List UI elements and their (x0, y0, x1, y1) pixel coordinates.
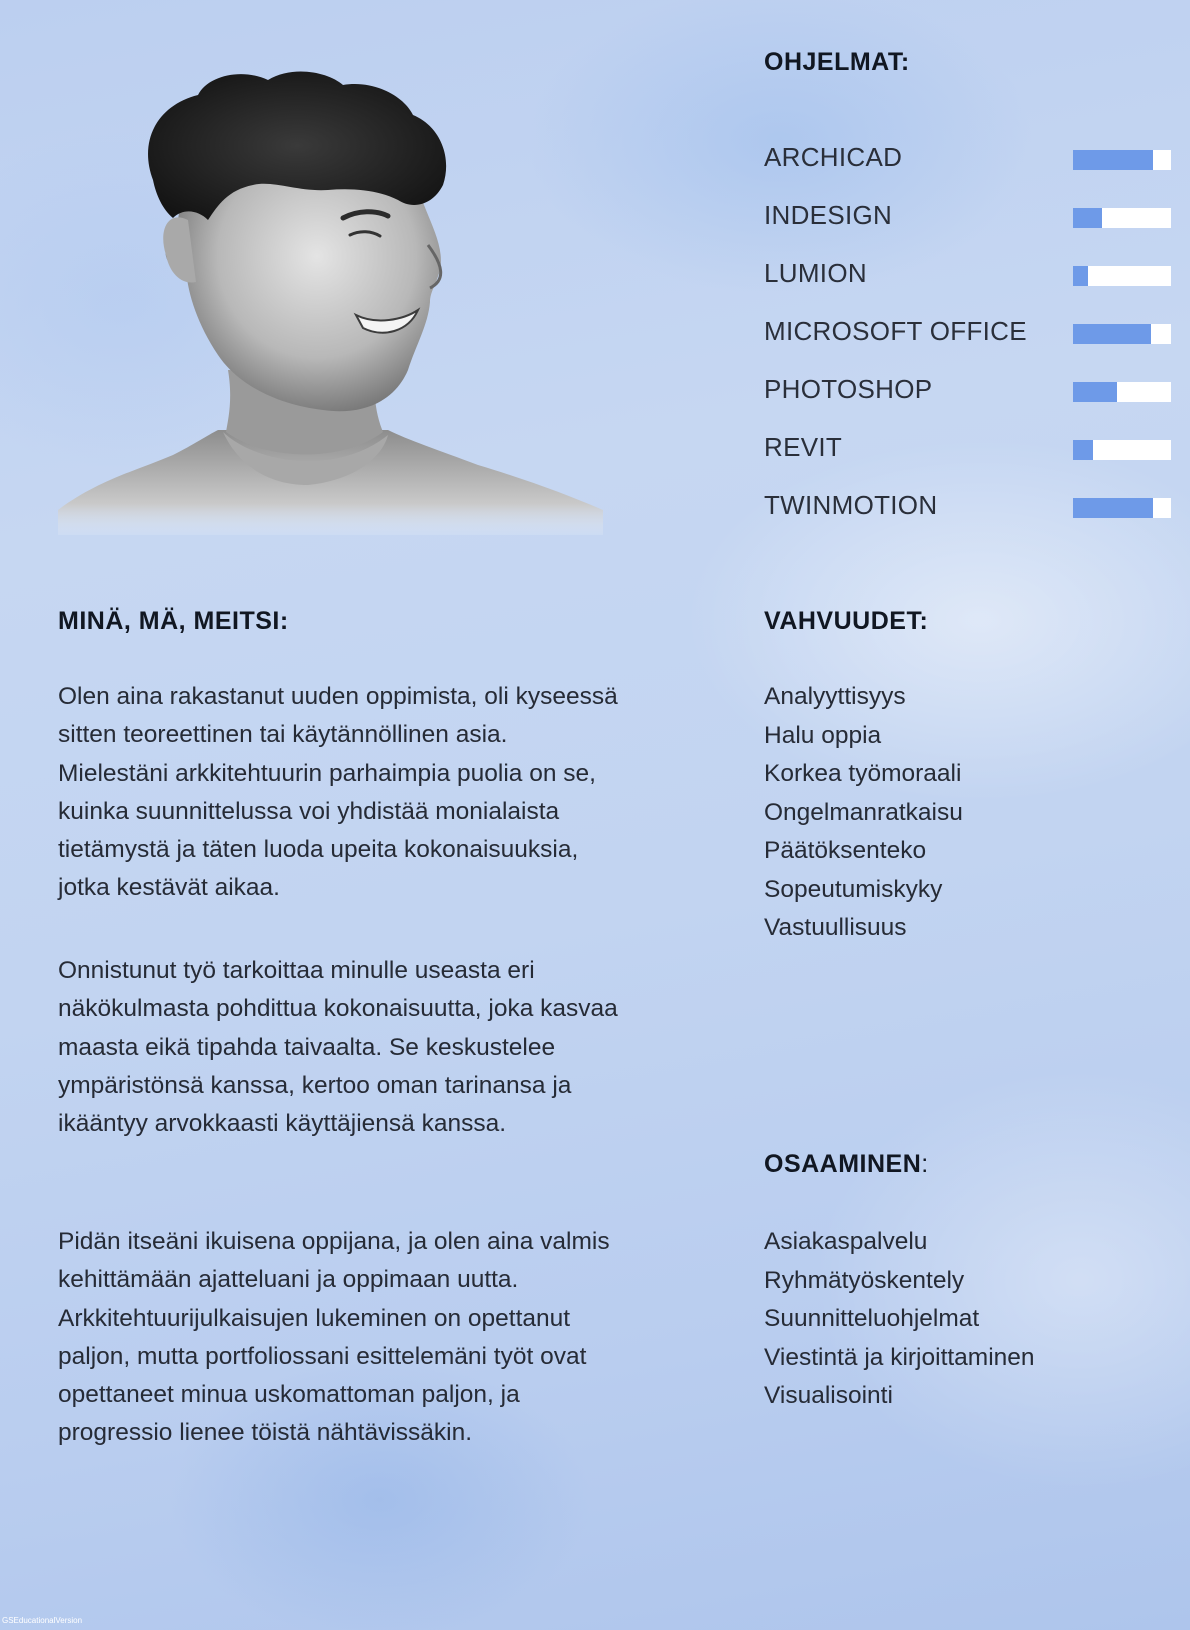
list-item: Halu oppia (764, 721, 882, 749)
about-heading: MINÄ, MÄ, MEITSI: (58, 607, 289, 635)
skill-level-fill (1073, 266, 1088, 286)
skill-level-bar (1073, 498, 1171, 518)
skill-name: MICROSOFT OFFICE (764, 316, 1027, 346)
skill-level-bar (1073, 324, 1171, 344)
skill-name: PHOTOSHOP (764, 374, 933, 404)
list-item: Asiakaspalvelu (764, 1228, 928, 1255)
about-paragraph-2: Onnistunut työ tarkoittaa minulle useasta eri näkökulmasta pohdittua kokonaisuutta, joka kasvaa maasta eikä tipahda taivaalta. Se keskustelee ympäristönsä kanssa, kertoo oman tarinansa ja ikääntyy arvokkaasti käyttäjiensä kanssa. (58, 957, 618, 1138)
skill-name: LUMION (764, 258, 867, 288)
list-item: Päätöksenteko (764, 837, 927, 864)
competence-heading (764, 1150, 929, 1179)
competence-list (764, 1223, 1035, 1416)
about-paragraph-1: Olen aina rakastanut uuden oppimista, oli kyseessä sitten teoreettinen tai käytännöllinen asia. Mielestäni arkkitehtuurin parhaimpia puolia on se, kuinka suunnittelussa voi yhdistää monialaista tietämystä ja täten luoda upeita kokonaisuuksia, jotka kestävät aikaa. (58, 683, 618, 902)
skill-row-twinmotion (764, 488, 1174, 546)
list-item: Sopeutumiskyky (764, 875, 943, 903)
skill-row-indesign (764, 198, 1174, 256)
competence-heading-colon: : (921, 1150, 929, 1178)
list-item: Ryhmätyöskentely (764, 1266, 965, 1294)
skill-row-lumion (764, 256, 1174, 314)
competence-heading-text: OSAAMINEN (764, 1150, 922, 1178)
skill-level-fill (1073, 324, 1151, 344)
watermark-text: GSEducationalVersion (2, 1616, 83, 1625)
skill-level-fill (1073, 440, 1093, 460)
skill-row-photoshop (764, 372, 1174, 430)
list-item: Viestintä ja kirjoittaminen (764, 1343, 1035, 1371)
programs-skill-list (764, 140, 1174, 546)
skill-name: INDESIGN (764, 200, 893, 230)
list-item: Suunnitteluohjelmat (764, 1305, 980, 1332)
strengths-list (764, 678, 963, 948)
skill-level-fill (1073, 382, 1117, 402)
skill-level-bar (1073, 382, 1171, 402)
skill-row-revit (764, 430, 1174, 488)
skill-level-fill (1073, 498, 1153, 518)
skill-name: TWINMOTION (764, 490, 938, 520)
portrait-photo (58, 70, 603, 535)
skill-level-bar (1073, 440, 1171, 460)
skill-row-archicad (764, 140, 1174, 198)
skill-level-fill (1073, 150, 1153, 170)
list-item: Korkea työmoraali (764, 760, 962, 787)
list-item: Vastuullisuus (764, 914, 907, 941)
list-item: Analyyttisyys (764, 683, 906, 710)
skill-level-fill (1073, 208, 1102, 228)
skill-level-bar (1073, 208, 1171, 228)
skill-name: ARCHICAD (764, 142, 903, 172)
programs-heading: OHJELMAT: (764, 48, 910, 76)
skill-level-bar (1073, 150, 1171, 170)
skill-row-microsoft-office (764, 314, 1174, 372)
list-item: Visualisointi (764, 1382, 893, 1409)
list-item: Ongelmanratkaisu (764, 798, 963, 826)
about-paragraph-3: Pidän itseäni ikuisena oppijana, ja olen aina valmis kehittämään ajatteluani ja oppimaan uutta. Arkkitehtuurijulkaisujen lukeminen on opettanut paljon, mutta portfoliossani esittelemäni työt ovat opettaneet minua uskomattoman paljon, ja progressio lienee töistä nähtävissäkin. (58, 1228, 610, 1447)
skill-name: REVIT (764, 432, 843, 462)
strengths-heading: VAHVUUDET: (764, 607, 929, 635)
skill-level-bar (1073, 266, 1171, 286)
